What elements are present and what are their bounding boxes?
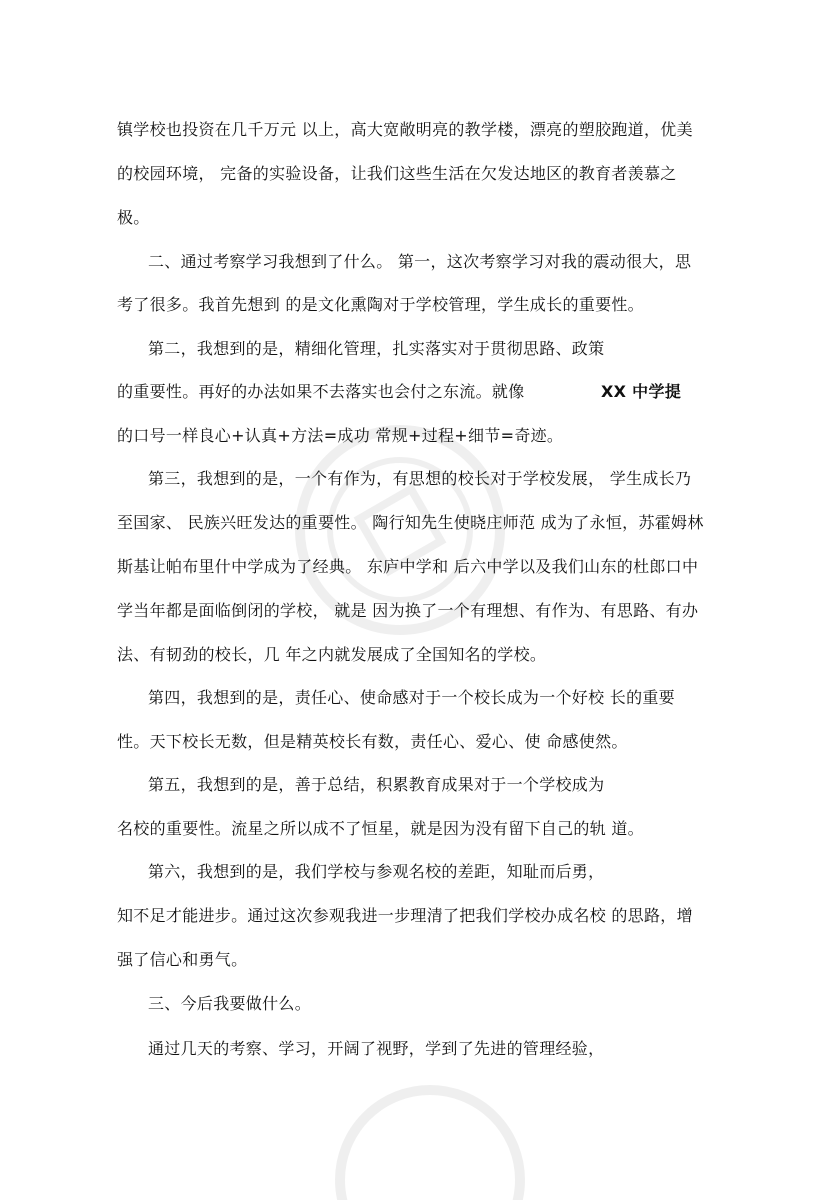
text-line-7-left: 的重要性。再好的办法如果不去落实也会付之东流。就像 xyxy=(117,382,525,401)
text-line-2: 的校园环境， 完备的实验设备，让我们这些生活在欠发达地区的教育者羡慕之 xyxy=(117,164,677,183)
text-line-10: 至国家、 民族兴旺发达的重要性。 陶行知先生使晓庄师范 成为了永恒，苏霍姆林 xyxy=(117,513,704,532)
text-line-6: 第二，我想到的是，精细化管理，扎实落实对于贯彻思路、政策 xyxy=(148,339,605,358)
text-line-11: 斯基让帕布里什中学成为了经典。 东庐中学和 后六中学以及我们山东的杜郎口中 xyxy=(117,557,699,576)
text-line-9: 第三，我想到的是，一个有作为，有思想的校长对于学校发展， 学生成长乃 xyxy=(148,469,692,488)
watermark-seal-bottom-icon xyxy=(330,1060,530,1200)
text-line-7-right: XX 中学提 xyxy=(601,382,682,401)
text-line-12: 学当年都是面临倒闭的学校， 就是 因为换了一个有理想、有作为、有思路、有办 xyxy=(117,601,699,620)
text-line-16: 第五，我想到的是，善于总结，积累教育成果对于一个学校成为 xyxy=(148,775,605,794)
text-line-22: 通过几天的考察、学习，开阔了视野，学到了先进的管理经验， xyxy=(148,1039,605,1058)
text-line-1: 镇学校也投资在几千万元 以上，高大宽敞明亮的教学楼，漂亮的塑胶跑道，优美 xyxy=(117,120,693,139)
text-line-21: 三、今后我要做什么。 xyxy=(148,994,312,1013)
text-line-3: 极。 xyxy=(117,208,150,227)
text-line-19: 知不足才能进步。通过这次参观我进一步理清了把我们学校办成名校 的思路，增 xyxy=(117,906,693,925)
text-line-5: 考了很多。我首先想到 的是文化熏陶对于学校管理，学生成长的重要性。 xyxy=(117,295,644,314)
text-line-14: 第四，我想到的是，责任心、使命感对于一个校长成为一个好校 长的重要 xyxy=(148,688,675,707)
text-line-7 xyxy=(117,381,757,403)
text-line-4: 二、通过考察学习我想到了什么。 第一，这次考察学习对我的震动很大，思 xyxy=(148,252,692,271)
text-line-20: 强了信心和勇气。 xyxy=(117,950,248,969)
text-line-8: 的口号一样良心+认真+方法=成功 常规+过程+细节=奇迹。 xyxy=(117,426,564,445)
text-line-13: 法、有韧劲的校长，几 年之内就发展成了全国知名的学校。 xyxy=(117,645,547,664)
text-line-15: 性。天下校长无数，但是精英校长有数，责任心、爱心、使 命感使然。 xyxy=(117,732,628,751)
text-line-17: 名校的重要性。流星之所以成不了恒星，就是因为没有留下自己的轨 道。 xyxy=(117,819,644,838)
text-line-18: 第六，我想到的是，我们学校与参观名校的差距，知耻而后勇， xyxy=(148,862,605,881)
